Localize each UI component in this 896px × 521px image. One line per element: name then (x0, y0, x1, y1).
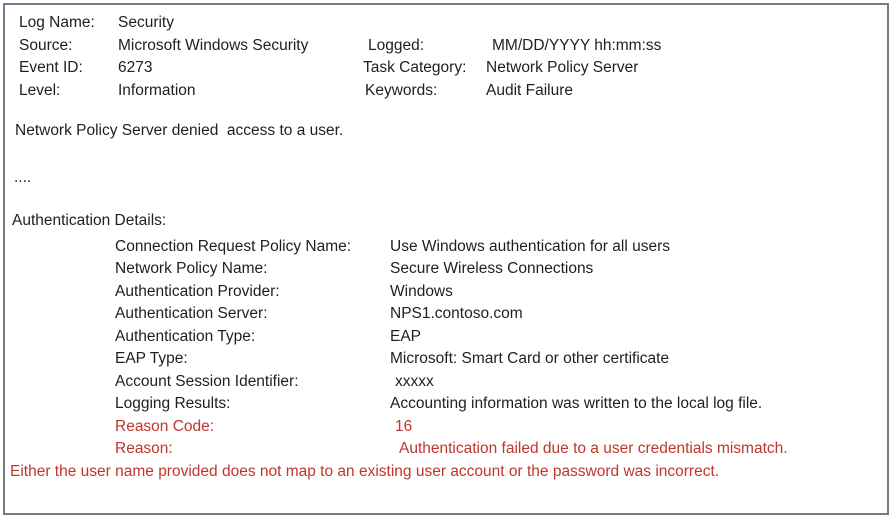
header-row-eventid-taskcategory (0, 57, 896, 79)
reason-code-label: Reason Code: (115, 418, 215, 435)
footer-note-row (0, 461, 896, 483)
reason-value: Authentication failed due to a user credentials mismatch. (399, 440, 788, 457)
detail-row-reason (0, 438, 896, 460)
authentication-server-label: Authentication Server: (115, 305, 268, 322)
auth-details-heading-row (0, 210, 896, 232)
logged-label: Logged: (368, 37, 425, 54)
log-name-value: Security (118, 14, 174, 31)
keywords-label: Keywords: (365, 82, 438, 99)
account-session-identifier-value: xxxxx (395, 373, 434, 390)
detail-row-authentication-server (0, 303, 896, 325)
detail-row-account-session-identifier (0, 371, 896, 393)
keywords-value: Audit Failure (486, 82, 574, 99)
logged-value: MM/DD/YYYY hh:mm:ss (492, 37, 662, 54)
event-description-row (0, 120, 896, 142)
authentication-provider-value: Windows (390, 283, 453, 300)
logging-results-label: Logging Results: (115, 395, 231, 412)
event-description: Network Policy Server denied access to a user. (15, 122, 344, 139)
detail-row-authentication-type (0, 326, 896, 348)
eap-type-label: EAP Type: (115, 350, 188, 367)
log-name-label: Log Name: (19, 14, 95, 31)
reason-label: Reason: (115, 440, 173, 457)
level-value: Information (118, 82, 196, 99)
authentication-provider-label: Authentication Provider: (115, 283, 280, 300)
detail-row-eap-type (0, 348, 896, 370)
reason-code-value: 16 (395, 418, 413, 435)
event-id-value: 6273 (118, 59, 153, 76)
task-category-value: Network Policy Server (486, 59, 639, 76)
ellipsis-row (0, 167, 896, 189)
auth-details-heading: Authentication Details: (12, 212, 167, 229)
source-label: Source: (19, 37, 73, 54)
connection-request-policy-name-label: Connection Request Policy Name: (115, 238, 352, 255)
detail-row-network-policy-name (0, 258, 896, 280)
header-row-log-name (0, 12, 896, 34)
network-policy-name-label: Network Policy Name: (115, 260, 268, 277)
authentication-type-value: EAP (390, 328, 422, 345)
header-row-level-keywords (0, 80, 896, 102)
account-session-identifier-label: Account Session Identifier: (115, 373, 299, 390)
network-policy-name-value: Secure Wireless Connections (390, 260, 594, 277)
level-label: Level: (19, 82, 61, 99)
header-row-source-logged (0, 35, 896, 57)
detail-row-authentication-provider (0, 281, 896, 303)
task-category-label: Task Category: (363, 59, 467, 76)
logging-results-value: Accounting information was written to the local log file. (390, 395, 763, 412)
connection-request-policy-name-value: Use Windows authentication for all users (390, 238, 670, 255)
detail-row-logging-results (0, 393, 896, 415)
event-id-label: Event ID: (19, 59, 83, 76)
authentication-type-label: Authentication Type: (115, 328, 256, 345)
ellipsis-text: .... (14, 169, 32, 186)
footer-note: Either the user name provided does not map to an existing user account or the password was incorrect. (10, 463, 720, 480)
detail-row-reason-code (0, 416, 896, 438)
detail-row-connection-request-policy (0, 236, 896, 258)
authentication-server-value: NPS1.contoso.com (390, 305, 523, 322)
source-value: Microsoft Windows Security (118, 37, 309, 54)
eap-type-value: Microsoft: Smart Card or other certificate (390, 350, 670, 367)
